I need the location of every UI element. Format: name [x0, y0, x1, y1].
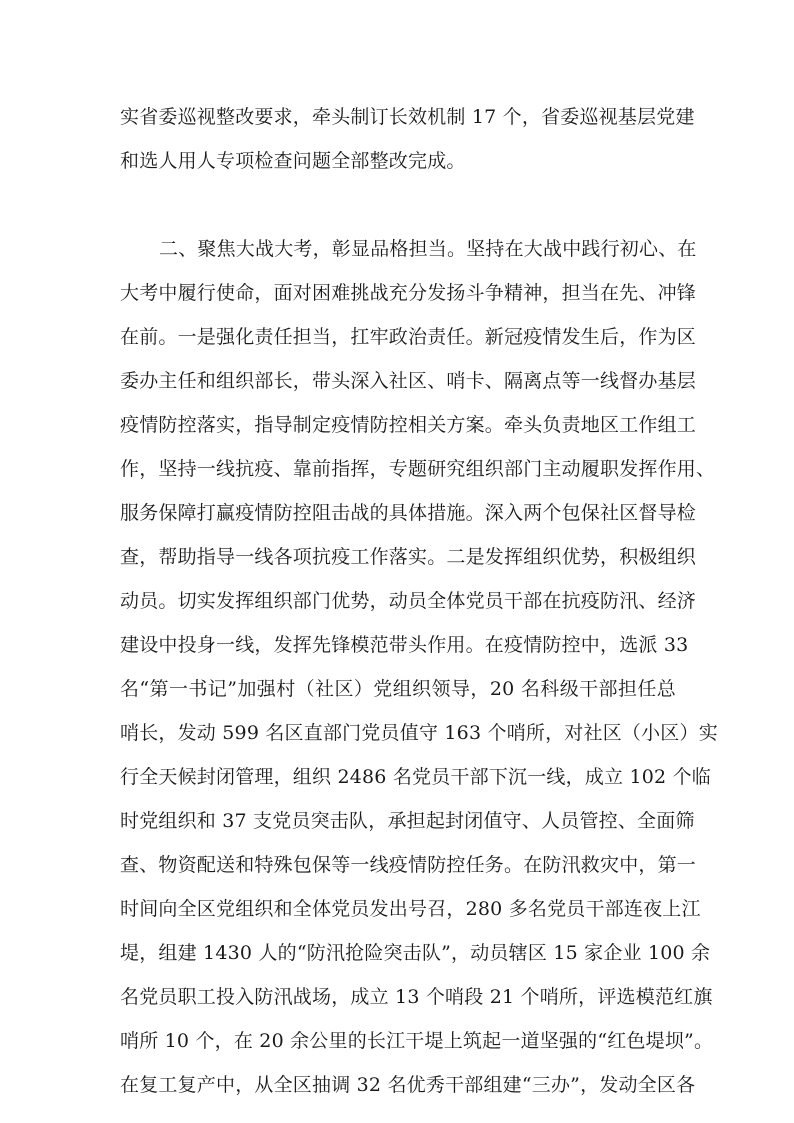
text-line-18: 时间向全区党组织和全体党员发出号召，280 多名党员干部连夜上江 [120, 898, 701, 920]
text-line-1: 实省委巡视整改要求，牵头制订长效机制 17 个，省委巡视基层党建 [120, 106, 695, 128]
text-line-14: 哨长，发动 599 名区直部门党员值守 163 个哨所，对社区（小区）实 [120, 722, 718, 744]
text-line-12: 建设中投身一线，发挥先锋模范带头作用。在疫情防控中，选派 33 [120, 634, 689, 656]
text-line-13: 名“第一书记”加强村（社区）党组织领导，20 名科级干部担任总 [120, 678, 676, 700]
text-line-6: 委办主任和组织部长，带头深入社区、哨卡、隔离点等一线督办基层 [120, 370, 697, 392]
text-line-16: 时党组织和 37 支党员突击队，承担起封闭值守、人员管控、全面筛 [120, 810, 695, 832]
text-line-17: 查、物资配送和特殊包保等一线疫情防控任务。在防汛救灾中，第一 [120, 854, 697, 876]
text-line-5: 在前。一是强化责任担当，扛牢政治责任。新冠疫情发生后，作为区 [120, 326, 697, 348]
text-line-8: 作，坚持一线抗疫、靠前指挥，专题研究组织部门主动履职发挥作用、 [120, 458, 716, 480]
text-line-10: 查，帮助指导一线各项抗疫工作落实。二是发挥组织优势，积极组织 [120, 546, 697, 568]
text-line-21: 哨所 10 个，在 20 余公里的长江干堤上筑起一道坚强的“红色堤坝”。 [120, 1030, 714, 1052]
text-line-11: 动员。切实发挥组织部门优势，动员全体党员干部在抗疫防汛、经济 [120, 590, 697, 612]
text-line-15: 行全天候封闭管理，组织 2486 名党员干部下沉一线，成立 102 个临 [120, 766, 711, 788]
text-line-4: 大考中履行使命，面对困难挑战充分发扬斗争精神，担当在先、冲锋 [120, 282, 697, 304]
text-line-9: 服务保障打赢疫情防控阻击战的具体措施。深入两个包保社区督导检 [120, 502, 697, 524]
text-line-2: 和选人用人专项检查问题全部整改完成。 [120, 150, 466, 172]
text-line-7: 疫情防控落实，指导制定疫情防控相关方案。牵头负责地区工作组工 [120, 414, 697, 436]
section-heading-line: 二、聚焦大战大考，彰显品格担当。坚持在大战中践行初心、在 [159, 238, 697, 260]
text-line-20: 名党员职工投入防汛战场，成立 13 个哨段 21 个哨所，评选模范红旗 [120, 986, 713, 1008]
text-line-19: 堤，组建 1430 人的“防汛抢险突击队”，动员辖区 15 家企业 100 余 [120, 942, 711, 964]
text-line-22: 在复工复产中，从全区抽调 32 名优秀干部组建“三办”，发动全区各 [120, 1074, 696, 1096]
